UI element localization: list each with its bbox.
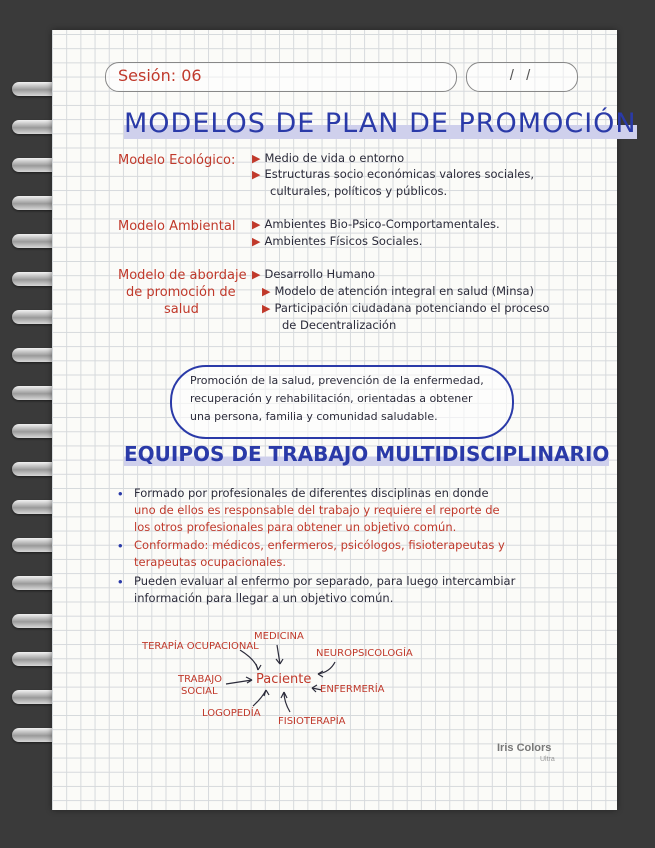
bullet-line: terapeutas ocupacionales. — [134, 555, 287, 569]
model-item: ▶ Participación ciudadana potenciando el proceso — [262, 301, 550, 315]
node-logopedia: LOGOPEDÍA — [202, 708, 261, 719]
model-item: ▶ Medio de vida o entorno — [252, 151, 405, 165]
model-abordaje-label: salud — [164, 302, 199, 317]
node-enfermeria: ENFERMERÍA — [320, 684, 385, 695]
node-fisioterapia: FISIOTERAPÍA — [278, 716, 346, 727]
cloud-line: una persona, familia y comunidad saludable. — [190, 410, 438, 423]
cloud-line: recuperación y rehabilitación, orientadas a obtener — [190, 392, 473, 405]
bullet-line: Conformado: médicos, enfermeros, psicólogos, fisioterapeutas y — [134, 538, 505, 552]
date-text: / / — [509, 67, 535, 84]
bullet-dot: • — [118, 574, 123, 589]
brand-logo: Iris Colors — [497, 742, 552, 754]
bullet-dot: • — [118, 538, 123, 553]
cloud-line: Promoción de la salud, prevención de la enfermedad, — [190, 374, 484, 387]
node-paciente: Paciente — [256, 672, 312, 687]
model-abordaje-label: de promoción de — [126, 285, 236, 300]
page-title: MODELOS DE PLAN DE PROMOCIÓN — [124, 108, 637, 139]
model-item-cont: de Decentralización — [282, 318, 397, 332]
model-ecologico-label: Modelo Ecológico: — [118, 153, 236, 168]
node-trabajo-social: SOCIAL — [181, 686, 218, 697]
brand-sub: Ultra — [540, 756, 555, 763]
model-item: ▶ Ambientes Físicos Sociales. — [252, 234, 423, 248]
bullet-line: Formado por profesionales de diferentes disciplinas en donde — [134, 486, 489, 500]
model-item-cont: culturales, políticos y públicos. — [270, 184, 448, 198]
node-neuropsicologia: NEUROPSICOLOGÍA — [316, 648, 413, 659]
bullet-dot: • — [118, 486, 123, 501]
bullet-line: uno de ellos es responsable del trabajo y requiere el reporte de — [134, 503, 500, 517]
node-medicina: MEDICINA — [254, 631, 304, 642]
model-item: ▶ Desarrollo Humano — [252, 267, 376, 281]
bullet-line: Pueden evaluar al enfermo por separado, para luego intercambiar — [134, 574, 516, 588]
session-label: Sesión: 06 — [118, 66, 202, 85]
model-item: ▶ Ambientes Bio-Psico-Comportamentales. — [252, 217, 500, 231]
section-title: EQUIPOS DE TRABAJO MULTIDISCIPLINARIO — [124, 442, 610, 466]
node-trabajo-social: TRABAJO — [178, 674, 223, 685]
model-item: ▶ Estructuras socio económicas valores sociales, — [252, 167, 534, 181]
node-terapia-ocupacional: TERAPÍA OCUPACIONAL — [142, 641, 259, 652]
model-abordaje-label: Modelo de abordaje — [118, 268, 247, 283]
model-item: ▶ Modelo de atención integral en salud (Minsa) — [262, 284, 535, 298]
bullet-line: información para llegar a un objetivo común. — [134, 591, 394, 605]
model-ambiental-label: Modelo Ambiental — [118, 219, 236, 234]
bullet-line: los otros profesionales para obtener un objetivo común. — [134, 520, 457, 534]
